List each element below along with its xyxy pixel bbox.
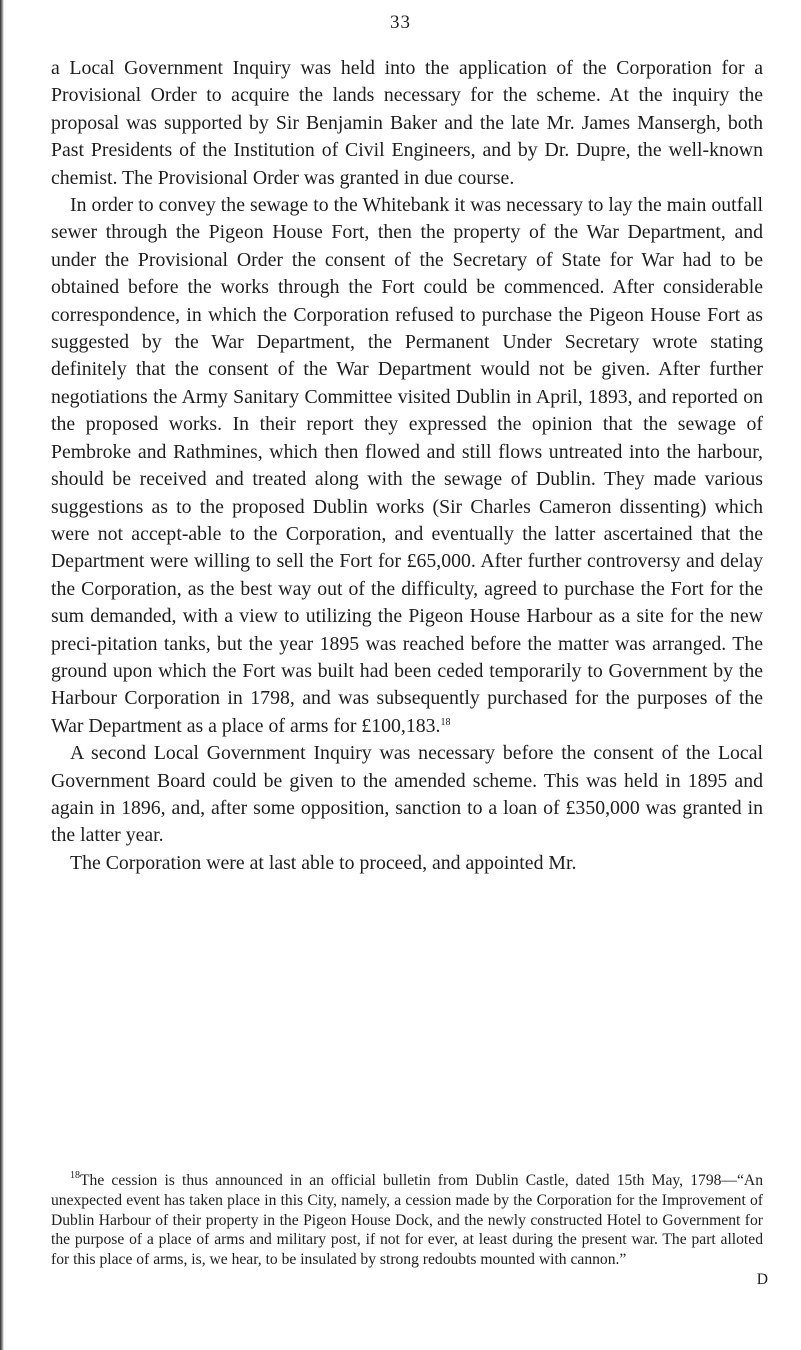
footnote-reference: 18 [440,716,451,728]
page-binding-edge [0,0,4,1350]
paragraph-3: A second Local Government Inquiry was necessary before the consent of the Local Government Board could be given to the amended scheme. This was held in 1895 and again in 1896, and, after some opposition, sanction to a loan of £350,000 was granted in the latter year. [51,742,763,847]
paragraph-4: The Corporation were at last able to proceed, and appointed Mr. [70,851,577,874]
signature-mark: D [756,1271,768,1288]
footnote [51,1171,763,1270]
paragraph-2 [51,192,763,740]
footnote-text: The cession is thus announced in an official bulletin from Dublin Castle, dated 15th May, 1798—“An unexpected event has taken place in this City, namely, a cession made by the Corporation for the Improvement of Dublin Harbour of their property in the Pigeon House Dock, and the newly constructed Hotel to Government for the purpose of a place of arms and military post, if not for ever, at least during the present war. The part alloted for this place of arms, is, we hear, to be insulated by strong redoubts mounted with cannon.” [51,1172,763,1269]
body-text [51,55,763,877]
page-number: 33 [390,12,411,33]
paragraph-1: a Local Government Inquiry was held into the application of the Corporation for a Provisional Order to acquire the lands necessary for the scheme. At the inquiry the proposal was supported by Sir Benjamin Baker and the late Mr. James Mansergh, both Past Presidents of the Institution of Civil Engineers, and by Dr. Dupre, the well-known chemist. The Provisional Order was granted in due course. [51,57,763,189]
paragraph-2-text: In order to convey the sewage to the Whitebank it was necessary to lay the main outfall sewer through the Pigeon House Fort, then the property of the War Department, and under the Provisional Order the consent of the Secretary of State for War had to be obtained before the works through the Fort could be commenced. After considerable correspondence, in which the Corporation refused to purchase the Pigeon House Fort as suggested by the War Department, the Permanent Under Secretary wrote stating definitely that the consent of the War Department would not be given. After further negotiations the Army Sanitary Committee visited Dublin in April, 1893, and reported on the proposed works. In their report they expressed the opinion that the sewage of Pembroke and Rathmines, which then flowed and still flows untreated into the harbour, should be received and treated along with the sewage of Dublin. They made various suggestions as to the proposed Dublin works (Sir Charles Cameron dissenting) which were not accept-able to the Corporation, and eventually the latter ascertained that the Department were willing to sell the Fort for £65,000. After further controversy and delay the Corporation, as the best way out of the difficulty, agreed to purchase the Fort for the sum demanded, with a view to utilizing the Pigeon House Harbour as a site for the new preci-pitation tanks, but the year 1895 was reached before the matter was arranged. The ground upon which the Fort was built had been ceded temporarily to Government by the Harbour Corporation in 1798, and was subsequently purchased for the purposes of the War Department as a place of arms for £100,183. [51,194,763,737]
footnote-marker: 18 [70,1170,80,1181]
